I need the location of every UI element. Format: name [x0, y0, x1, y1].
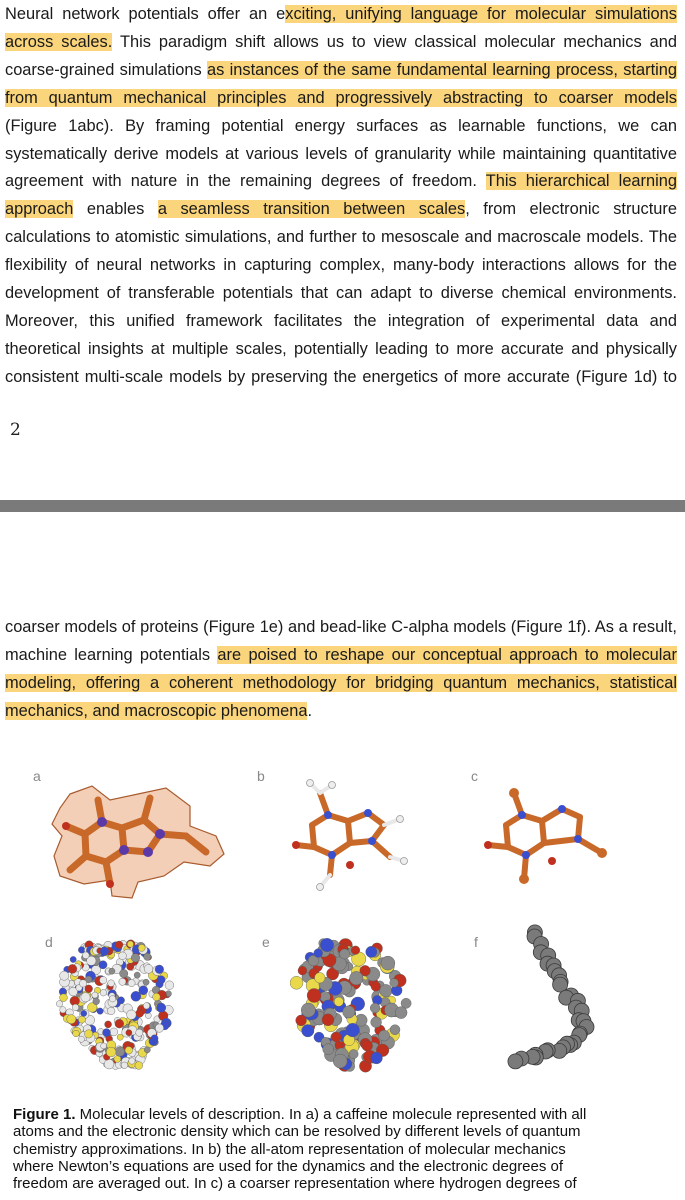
atom-sphere	[350, 971, 364, 985]
caption-line: chemistry approximations. In b) the all-atom representation of molecular mechanics	[13, 1140, 566, 1158]
atom-sphere	[157, 976, 165, 984]
protein-heavy-atom-image	[290, 935, 420, 1075]
text-span: coarse-grained simulations	[5, 60, 207, 79]
text-span: Neural network potentials offer an e	[5, 5, 286, 23]
highlighted-text: modeling, offering a coherent methodology for bridging quantum mechanics, statistical	[5, 674, 677, 692]
atom-sphere	[156, 1003, 165, 1012]
atom-sphere	[56, 1001, 62, 1007]
text-span: consistent multi-scale models by preserving the energetics of more accurate (Figure 1d) to	[5, 367, 677, 386]
text-span: (Figure 1abc). By framing potential energy surfaces as learnable functions, we can	[5, 116, 677, 135]
atom-sphere	[117, 1034, 123, 1040]
highlighted-text: This hierarchical learning	[485, 172, 677, 191]
highlighted-text: xciting, unifying language for molecular simulations	[285, 5, 677, 23]
atom-sphere	[298, 966, 307, 975]
atom-sphere	[99, 961, 107, 969]
text-span: calculations to atomistic simulations, and further to mesoscale and macroscale models. The	[5, 228, 677, 247]
atom-sphere	[100, 947, 109, 956]
caption-line: where Newton’s equations are used for the dynamics and the electronic degrees of	[13, 1157, 564, 1175]
text-line	[5, 279, 677, 307]
text-span: development of transferable potentials that can adapt to diverse chemical environments.	[5, 284, 677, 302]
text-line	[5, 641, 677, 669]
atom-sphere	[115, 941, 123, 949]
atom-sphere	[144, 1047, 150, 1053]
atom-sphere	[85, 1030, 93, 1038]
atom-sphere	[115, 1019, 124, 1028]
atom-sphere	[143, 1003, 149, 1009]
atom-sphere	[139, 986, 148, 995]
atom-sphere	[134, 972, 140, 978]
atom-sphere	[381, 956, 395, 970]
highlighted-text: from quantum mechanical principles and progressively abstracting to coarser models	[5, 88, 677, 107]
atom-sphere	[349, 1050, 358, 1059]
atom-sphere	[138, 944, 145, 951]
atom-sphere	[129, 1058, 135, 1064]
atom-sphere	[136, 1009, 144, 1017]
atom-sphere	[390, 1025, 400, 1035]
atom-sphere	[107, 1007, 115, 1015]
text-line	[5, 195, 677, 223]
text-span: theoretical insights at multiple scales, potentially leading to more accurate and physically	[5, 339, 677, 358]
caption-line: atoms and the electronic density which can be resolved by different levels of quantum	[13, 1123, 581, 1141]
text-line	[5, 335, 677, 363]
atom-sphere	[121, 1062, 128, 1069]
panel-label-b: b	[257, 768, 265, 784]
highlighted-text: a seamless transition between scales	[157, 200, 466, 219]
atom-sphere	[371, 1052, 383, 1064]
atom-sphere	[106, 1047, 116, 1057]
calpha-bead	[508, 1054, 523, 1069]
atom-sphere	[78, 947, 85, 954]
atom-sphere	[81, 993, 90, 1002]
atom-sphere	[144, 965, 153, 974]
page-number: 2	[10, 420, 21, 440]
atom-sphere	[72, 1004, 79, 1011]
atom-sphere	[343, 1006, 355, 1018]
atom-sphere	[127, 941, 133, 947]
atom-sphere	[119, 978, 126, 985]
atom-sphere	[126, 1030, 132, 1036]
highlighted-text: mechanics, and macroscopic phenomena	[5, 702, 308, 720]
atom-sphere	[314, 949, 323, 958]
atom-sphere	[136, 1029, 143, 1036]
atom-sphere	[97, 1008, 103, 1014]
atom-sphere	[351, 946, 360, 955]
atom-sphere	[340, 949, 350, 959]
atom-sphere	[322, 1014, 334, 1026]
atom-sphere	[100, 977, 107, 984]
atom-sphere	[333, 1054, 347, 1068]
panel-label-e: e	[262, 934, 270, 950]
document-page-top	[0, 0, 685, 500]
atom-sphere	[60, 971, 69, 980]
atom-sphere	[323, 1044, 334, 1055]
panel-label-c: c	[471, 768, 478, 784]
caption-line: freedom are averaged out. In c) a coarser representation where hydrogen degrees of	[13, 1175, 577, 1193]
atom-sphere	[92, 992, 98, 998]
atom-sphere	[120, 969, 128, 977]
atom-sphere	[131, 954, 140, 963]
atom-sphere	[68, 964, 77, 973]
atom-sphere	[380, 984, 393, 997]
atom-sphere	[125, 1047, 133, 1055]
atom-sphere	[73, 1030, 80, 1037]
atom-sphere	[331, 1032, 341, 1042]
atom-sphere	[119, 952, 127, 960]
atom-sphere	[144, 953, 151, 960]
atom-sphere	[390, 979, 399, 988]
atom-sphere	[307, 989, 321, 1003]
caption-line: Molecular levels of description. In a) a caffeine molecule represented with all	[75, 1106, 587, 1123]
atom-sphere	[151, 1035, 158, 1042]
atom-sphere	[301, 1003, 315, 1017]
atom-sphere	[78, 1016, 85, 1023]
text-line	[5, 84, 677, 112]
text-span: agreement with nature in the remaining degrees of freedom.	[5, 172, 486, 191]
text-line	[5, 167, 677, 195]
atom-sphere	[395, 1007, 407, 1019]
figure-caption	[13, 1106, 673, 1192]
atom-sphere	[118, 997, 125, 1004]
text-line	[5, 223, 677, 251]
atom-sphere	[153, 993, 161, 1001]
caffeine-all-atom-image	[272, 775, 432, 895]
atom-sphere	[362, 1040, 373, 1051]
atom-sphere	[165, 981, 174, 990]
page-separator	[0, 500, 685, 512]
panel-label-d: d	[45, 934, 53, 950]
text-line	[5, 140, 677, 168]
atom-sphere	[85, 985, 93, 993]
atom-sphere	[370, 1003, 380, 1013]
text-line	[5, 28, 677, 56]
atom-sphere	[93, 998, 100, 1005]
text-span: .	[307, 702, 313, 720]
atom-sphere	[79, 980, 86, 987]
text-line	[5, 0, 677, 28]
text-span: This paradigm shift allows us to view classical molecular mechanics and	[112, 32, 677, 51]
protein-all-atom-image	[55, 935, 185, 1075]
atom-sphere	[371, 982, 381, 992]
atom-sphere	[290, 976, 303, 989]
atom-sphere	[346, 1023, 360, 1037]
highlighted-text: as instances of the same fundamental learning process, starting	[207, 60, 677, 79]
text-line	[5, 613, 677, 641]
atom-sphere	[155, 1024, 163, 1032]
atom-sphere	[334, 997, 343, 1006]
highlighted-text: approach	[5, 200, 74, 219]
atom-sphere	[82, 952, 89, 959]
atom-sphere	[67, 1015, 76, 1024]
atom-sphere	[60, 994, 68, 1002]
text-span: machine learning potentials	[5, 646, 218, 664]
text-span: systematically derive models at various levels of granularity while maintaining quantitative	[5, 144, 677, 163]
atom-sphere	[128, 980, 135, 987]
text-span: flexibility of neural networks in capturing complex, many-body interactions allows for the	[5, 256, 677, 275]
caffeine-density-image	[40, 772, 240, 902]
atom-sphere	[109, 968, 115, 974]
atom-sphere	[108, 980, 115, 987]
caption-title: Figure 1.	[13, 1106, 76, 1123]
atom-sphere	[100, 989, 107, 996]
atom-sphere	[296, 1015, 307, 1026]
atom-sphere	[81, 1010, 87, 1016]
atom-sphere	[320, 938, 333, 951]
atom-sphere	[143, 979, 149, 985]
panel-label-f: f	[474, 934, 478, 950]
atom-sphere	[110, 1028, 118, 1036]
text-line	[5, 251, 677, 279]
atom-sphere	[135, 1062, 143, 1070]
text-span: , from electronic structure	[465, 200, 677, 219]
text-span: enables	[73, 200, 158, 219]
highlighted-text: are poised to reshape our conceptual approach to molecular	[217, 646, 677, 664]
atom-sphere	[60, 1007, 66, 1013]
atom-sphere	[109, 996, 115, 1002]
protein-calpha-beads-image	[490, 920, 620, 1070]
atom-sphere	[127, 1010, 137, 1020]
atom-sphere	[366, 946, 377, 957]
text-line	[5, 363, 677, 391]
text-line	[5, 697, 677, 725]
text-line	[5, 56, 677, 84]
atom-sphere	[115, 1047, 125, 1057]
caffeine-coarse-image	[462, 775, 632, 895]
atom-sphere	[101, 1043, 107, 1049]
atom-sphere	[70, 956, 76, 962]
atom-sphere	[302, 1025, 314, 1037]
text-span: coarser models of proteins (Figure 1e) and bead-like C-alpha models (Figure 1f). As a result,	[5, 618, 677, 636]
atom-sphere	[104, 1059, 114, 1069]
atom-sphere	[155, 965, 164, 974]
atom-sphere	[78, 1036, 84, 1042]
text-span: Moreover, this unified framework facilitates the integration of experimental data and	[5, 311, 677, 330]
text-line	[5, 112, 677, 140]
text-line	[5, 307, 677, 335]
atom-sphere	[103, 1029, 111, 1037]
atom-sphere	[371, 1017, 382, 1028]
atom-sphere	[105, 1021, 112, 1028]
atom-sphere	[315, 973, 326, 984]
text-line	[5, 669, 677, 697]
atom-sphere	[379, 1030, 390, 1041]
highlighted-text: across scales.	[5, 32, 113, 51]
panel-label-a: a	[33, 768, 41, 784]
